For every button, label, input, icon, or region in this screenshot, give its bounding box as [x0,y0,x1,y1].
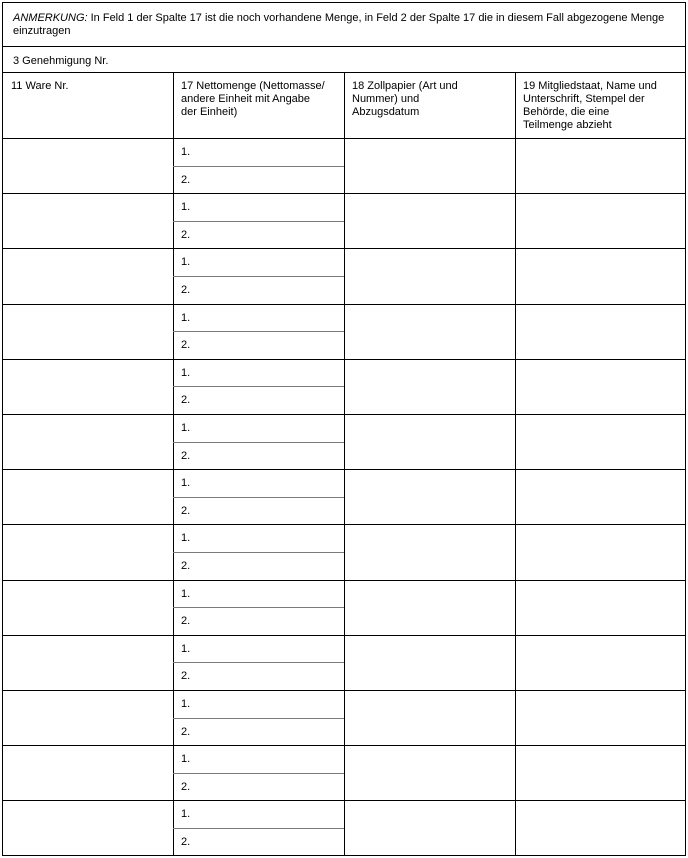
deducted-quantity-field: 2. [181,560,191,572]
quantity-subdivider [173,497,344,498]
remaining-quantity-field: 1. [181,588,191,600]
remaining-quantity-field: 1. [181,698,191,710]
quantity-subdivider [173,552,344,553]
row-divider [3,304,685,305]
remaining-quantity-field: 1. [181,477,191,489]
deducted-quantity-field: 2. [181,670,191,682]
deducted-quantity-field: 2. [181,229,191,241]
remaining-quantity-field: 1. [181,532,191,544]
authorization-label: 3 Genehmigung Nr. [13,55,109,67]
remaining-quantity-field: 1. [181,312,191,324]
row-divider [3,745,685,746]
column-divider-1 [173,72,174,855]
quantity-subdivider [173,221,344,222]
remaining-quantity-field: 1. [181,146,191,158]
column-divider-3 [515,72,516,855]
row-divider [3,359,685,360]
quantity-subdivider [173,166,344,167]
note-divider [3,46,685,47]
row-divider [3,248,685,249]
note-body: In Feld 1 der Spalte 17 ist die noch vorhandene Menge, in Feld 2 der Spalte 17 die in diesem Fall abgezogene Menge einzutragen [13,12,665,37]
remaining-quantity-field: 1. [181,201,191,213]
deducted-quantity-field: 2. [181,450,191,462]
quantity-subdivider [173,276,344,277]
quantity-subdivider [173,828,344,829]
quantity-subdivider [173,607,344,608]
row-divider [3,800,685,801]
row-divider [3,193,685,194]
deducted-quantity-field: 2. [181,726,191,738]
column-header-customs-document: 18 Zollpapier (Art und Nummer) und Abzugsdatum [352,80,458,118]
row-divider [3,414,685,415]
row-divider [3,580,685,581]
remaining-quantity-field: 1. [181,643,191,655]
row-divider [3,469,685,470]
column-header-goods-no: 11 Ware Nr. [11,80,69,92]
quantity-subdivider [173,662,344,663]
quantity-subdivider [173,773,344,774]
row-divider [3,690,685,691]
customs-form [2,2,686,856]
quantity-subdivider [173,386,344,387]
note-label: ANMERKUNG: [13,12,88,24]
deducted-quantity-field: 2. [181,394,191,406]
column-header-member-state: 19 Mitgliedstaat, Name und Unterschrift, Stempel der Behörde, die eine Teilmenge abzieht [523,80,657,131]
quantity-subdivider [173,442,344,443]
row-divider [3,635,685,636]
remaining-quantity-field: 1. [181,753,191,765]
remaining-quantity-field: 1. [181,367,191,379]
quantity-subdivider [173,718,344,719]
deducted-quantity-field: 2. [181,174,191,186]
column-header-net-quantity: 17 Nettomenge (Nettomasse/ andere Einheit mit Angabe der Einheit) [181,80,325,118]
row-divider [3,524,685,525]
deducted-quantity-field: 2. [181,505,191,517]
note-text [13,12,673,38]
remaining-quantity-field: 1. [181,256,191,268]
remaining-quantity-field: 1. [181,422,191,434]
remaining-quantity-field: 1. [181,808,191,820]
deducted-quantity-field: 2. [181,339,191,351]
column-divider-2 [344,72,345,855]
quantity-subdivider [173,331,344,332]
deducted-quantity-field: 2. [181,781,191,793]
deducted-quantity-field: 2. [181,836,191,848]
deducted-quantity-field: 2. [181,615,191,627]
deducted-quantity-field: 2. [181,284,191,296]
